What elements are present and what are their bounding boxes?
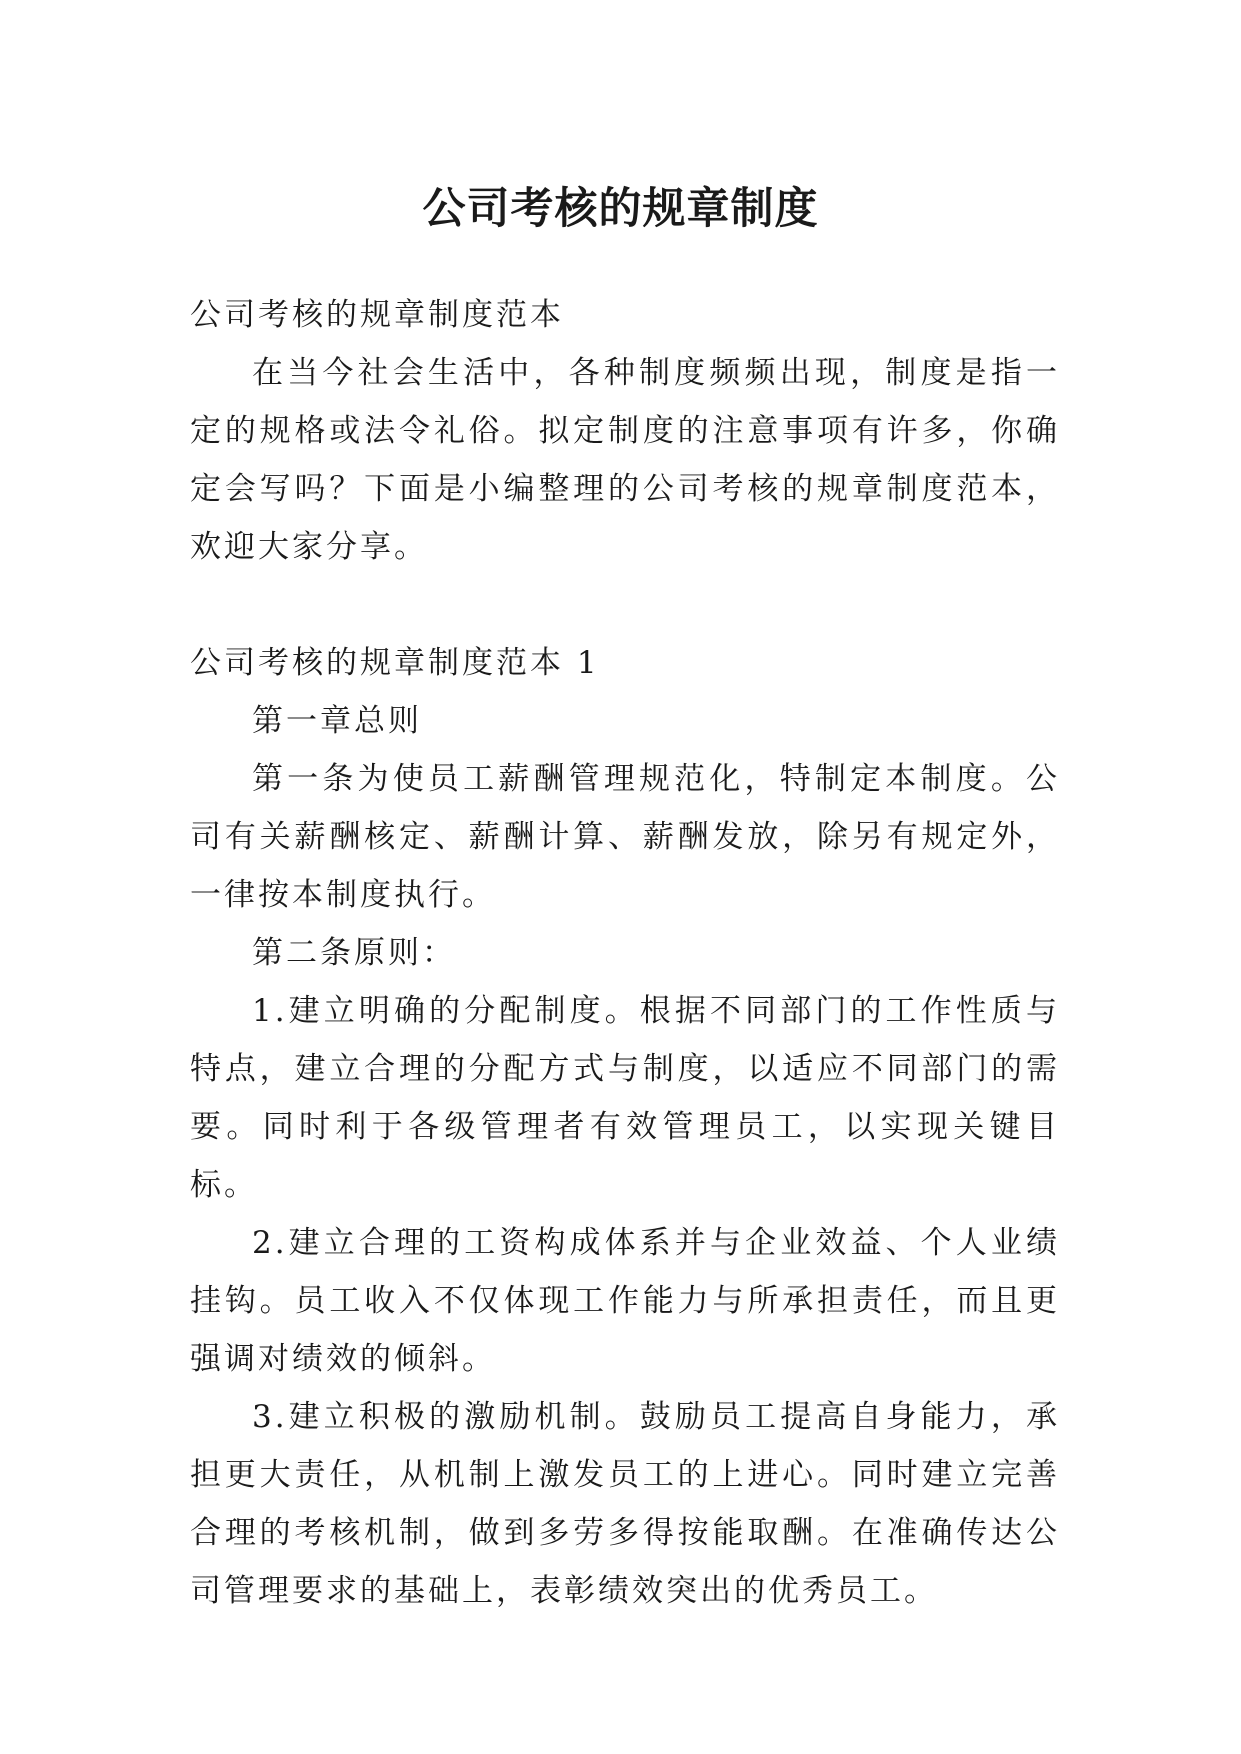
document-title: 公司考核的规章制度 (422, 183, 819, 234)
principle-3: 3.建立积极的激励机制。鼓励员工提高自身能力，承担更大责任，从机制上激发员工的上进心。同时建立完善合理的考核机制，做到多劳多得按能取酬。在准确传达公司管理要求的基础上，表彰绩效突出的优秀员工。 (190, 1399, 1060, 1609)
chapter-heading: 第一章总则 (252, 703, 422, 739)
document-body (190, 286, 1060, 1620)
article-2: 第二条原则： (252, 935, 456, 971)
intro-paragraph: 在当今社会生活中，各种制度频频出现，制度是指一定的规格或法令礼俗。拟定制度的注意事项有许多，你确定会写吗？下面是小编整理的公司考核的规章制度范本，欢迎大家分享。 (190, 355, 1060, 565)
paragraph-gap (190, 576, 1060, 634)
article-1: 第一条为使员工薪酬管理规范化，特制定本制度。公司有关薪酬核定、薪酬计算、薪酬发放，除另有规定外，一律按本制度执行。 (190, 761, 1060, 913)
subtitle: 公司考核的规章制度范本 (190, 297, 564, 333)
section-heading: 公司考核的规章制度范本 1 (190, 645, 600, 681)
principle-1: 1.建立明确的分配制度。根据不同部门的工作性质与特点，建立合理的分配方式与制度，以适应不同部门的需要。同时利于各级管理者有效管理员工，以实现关键目标。 (190, 993, 1060, 1203)
principle-2: 2.建立合理的工资构成体系并与企业效益、个人业绩挂钩。员工收入不仅体现工作能力与所承担责任，而且更强调对绩效的倾斜。 (190, 1225, 1060, 1377)
